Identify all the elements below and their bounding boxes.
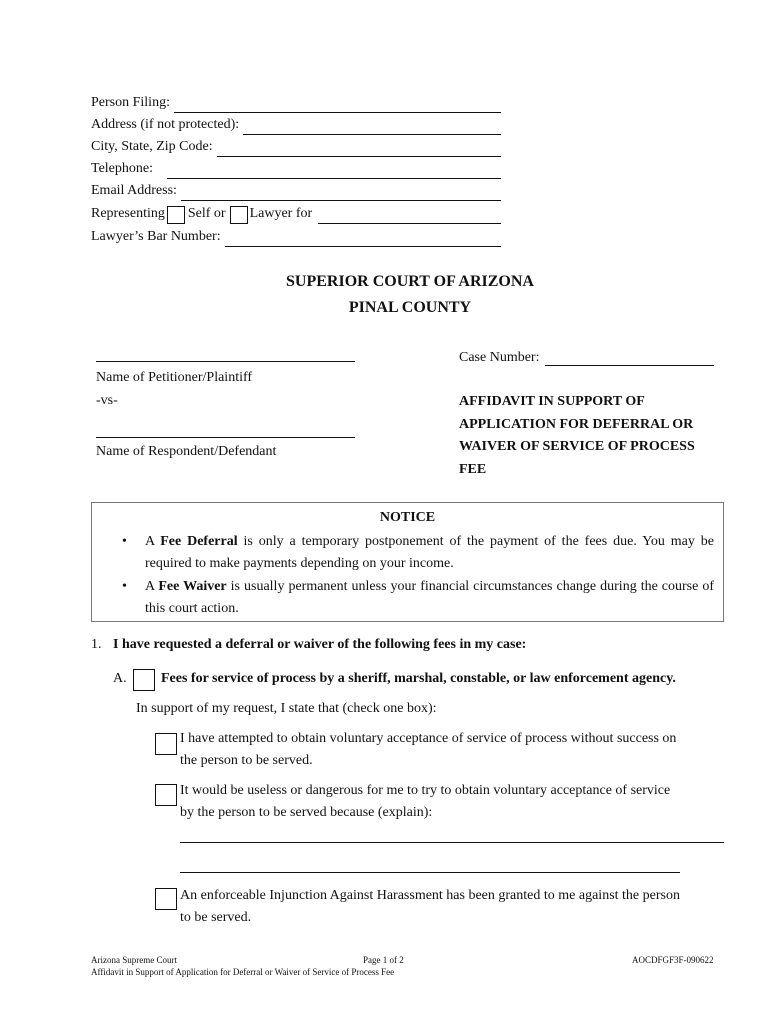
notice-bullet-deferral: [122, 531, 714, 575]
representing-row: [91, 204, 501, 224]
lawyer-for-label: Lawyer for: [249, 206, 313, 221]
telephone-label: Telephone:: [91, 161, 153, 176]
footer-court: Arizona Supreme Court: [91, 955, 177, 965]
document-title-line: AFFIDAVIT IN SUPPORT OF: [459, 394, 645, 409]
section-1-heading: I have requested a deferral or waiver of the following fees in my case:: [113, 637, 527, 652]
document-title: [459, 391, 729, 481]
fee-deferral-text: is only a temporary postponement of the payment of the fees due. You may be required to make payments depending on your income.: [145, 534, 714, 571]
explain-field-1[interactable]: [180, 842, 724, 843]
petitioner-label: Name of Petitioner/Plaintiff: [96, 370, 253, 385]
bar-number-row: [91, 227, 501, 247]
section-1-number: 1.: [91, 637, 102, 652]
notice-box: [91, 502, 724, 622]
footer-code: AOCDFGF3F-090622: [632, 955, 714, 965]
fee-waiver-text: is usually permanent unless your financial circumstances change during the course of this court action.: [145, 579, 715, 616]
bar-number-label: Lawyer’s Bar Number:: [91, 229, 221, 244]
address-label: Address (if not protected):: [91, 117, 240, 132]
person-filing-label: Person Filing:: [91, 95, 170, 110]
item-a-checkbox[interactable]: [133, 669, 155, 691]
option-attempted-line2: the person to be served.: [180, 753, 313, 768]
notice-heading: NOTICE: [379, 510, 436, 525]
court-name: SUPERIOR COURT OF ARIZONA: [286, 273, 534, 290]
respondent-field[interactable]: [96, 437, 355, 438]
option-useless-line1: It would be useless or dangerous for me to try to obtain voluntary acceptance of service: [180, 783, 671, 798]
person-filing-row: [91, 93, 501, 113]
email-label: Email Address:: [91, 183, 177, 198]
document-title-line: WAIVER OF SERVICE OF PROCESS: [459, 439, 695, 454]
telephone-row: [91, 159, 501, 179]
item-a-label: A.: [113, 671, 127, 686]
vs-label: -vs-: [96, 393, 118, 408]
respondent-label: Name of Respondent/Defendant: [96, 444, 277, 459]
bullet-prefix: A: [145, 534, 155, 549]
fee-waiver-term: Fee Waiver: [158, 579, 227, 594]
self-or-label: Self or: [187, 206, 226, 221]
option-injunction-line2: to be served.: [180, 910, 252, 925]
option-attempted-line1: I have attempted to obtain voluntary acceptance of service of process without success on: [180, 731, 677, 746]
petitioner-field[interactable]: [96, 361, 355, 362]
bullet-icon: •: [122, 534, 127, 549]
option-injunction-line1: An enforceable Injunction Against Harassment has been granted to me against the person: [180, 888, 680, 903]
footer-title: Affidavit in Support of Application for Deferral or Waiver of Service of Process Fee: [91, 967, 395, 977]
option-useless-line2: by the person to be served because (explain):: [180, 805, 433, 820]
bullet-prefix: A: [145, 579, 155, 594]
email-row: [91, 181, 501, 201]
item-a-text: Fees for service of process by a sheriff, marshal, constable, or law enforcement agency.: [161, 671, 676, 686]
support-instruction: In support of my request, I state that (check one box):: [136, 701, 437, 716]
city-state-zip-label: City, State, Zip Code:: [91, 139, 213, 154]
person-filing-field[interactable]: [174, 97, 501, 113]
lawyer-for-field[interactable]: [318, 208, 501, 224]
representing-label: Representing: [91, 206, 165, 221]
bar-number-field[interactable]: [225, 231, 501, 247]
bullet-icon: •: [122, 579, 127, 594]
city-state-zip-row: [91, 137, 501, 157]
option-useless-checkbox[interactable]: [155, 784, 177, 806]
explain-field-2[interactable]: [180, 872, 680, 873]
city-state-zip-field[interactable]: [217, 141, 501, 157]
case-number-label: Case Number:: [459, 350, 540, 365]
fee-deferral-term: Fee Deferral: [160, 534, 238, 549]
self-checkbox[interactable]: [167, 206, 185, 224]
address-row: [91, 115, 501, 135]
case-number-row: [459, 346, 714, 366]
footer-page: Page 1 of 2: [363, 955, 404, 965]
address-field[interactable]: [243, 119, 501, 135]
email-field[interactable]: [181, 185, 501, 201]
document-title-line: APPLICATION FOR DEFERRAL OR: [459, 416, 694, 432]
option-injunction-checkbox[interactable]: [155, 888, 177, 910]
county-name: PINAL COUNTY: [348, 299, 472, 316]
telephone-field[interactable]: [167, 163, 501, 179]
notice-bullet-waiver: [122, 576, 714, 620]
option-attempted-checkbox[interactable]: [155, 733, 177, 755]
case-number-field[interactable]: [545, 350, 714, 366]
lawyer-checkbox[interactable]: [230, 206, 248, 224]
document-title-line: FEE: [459, 461, 487, 477]
